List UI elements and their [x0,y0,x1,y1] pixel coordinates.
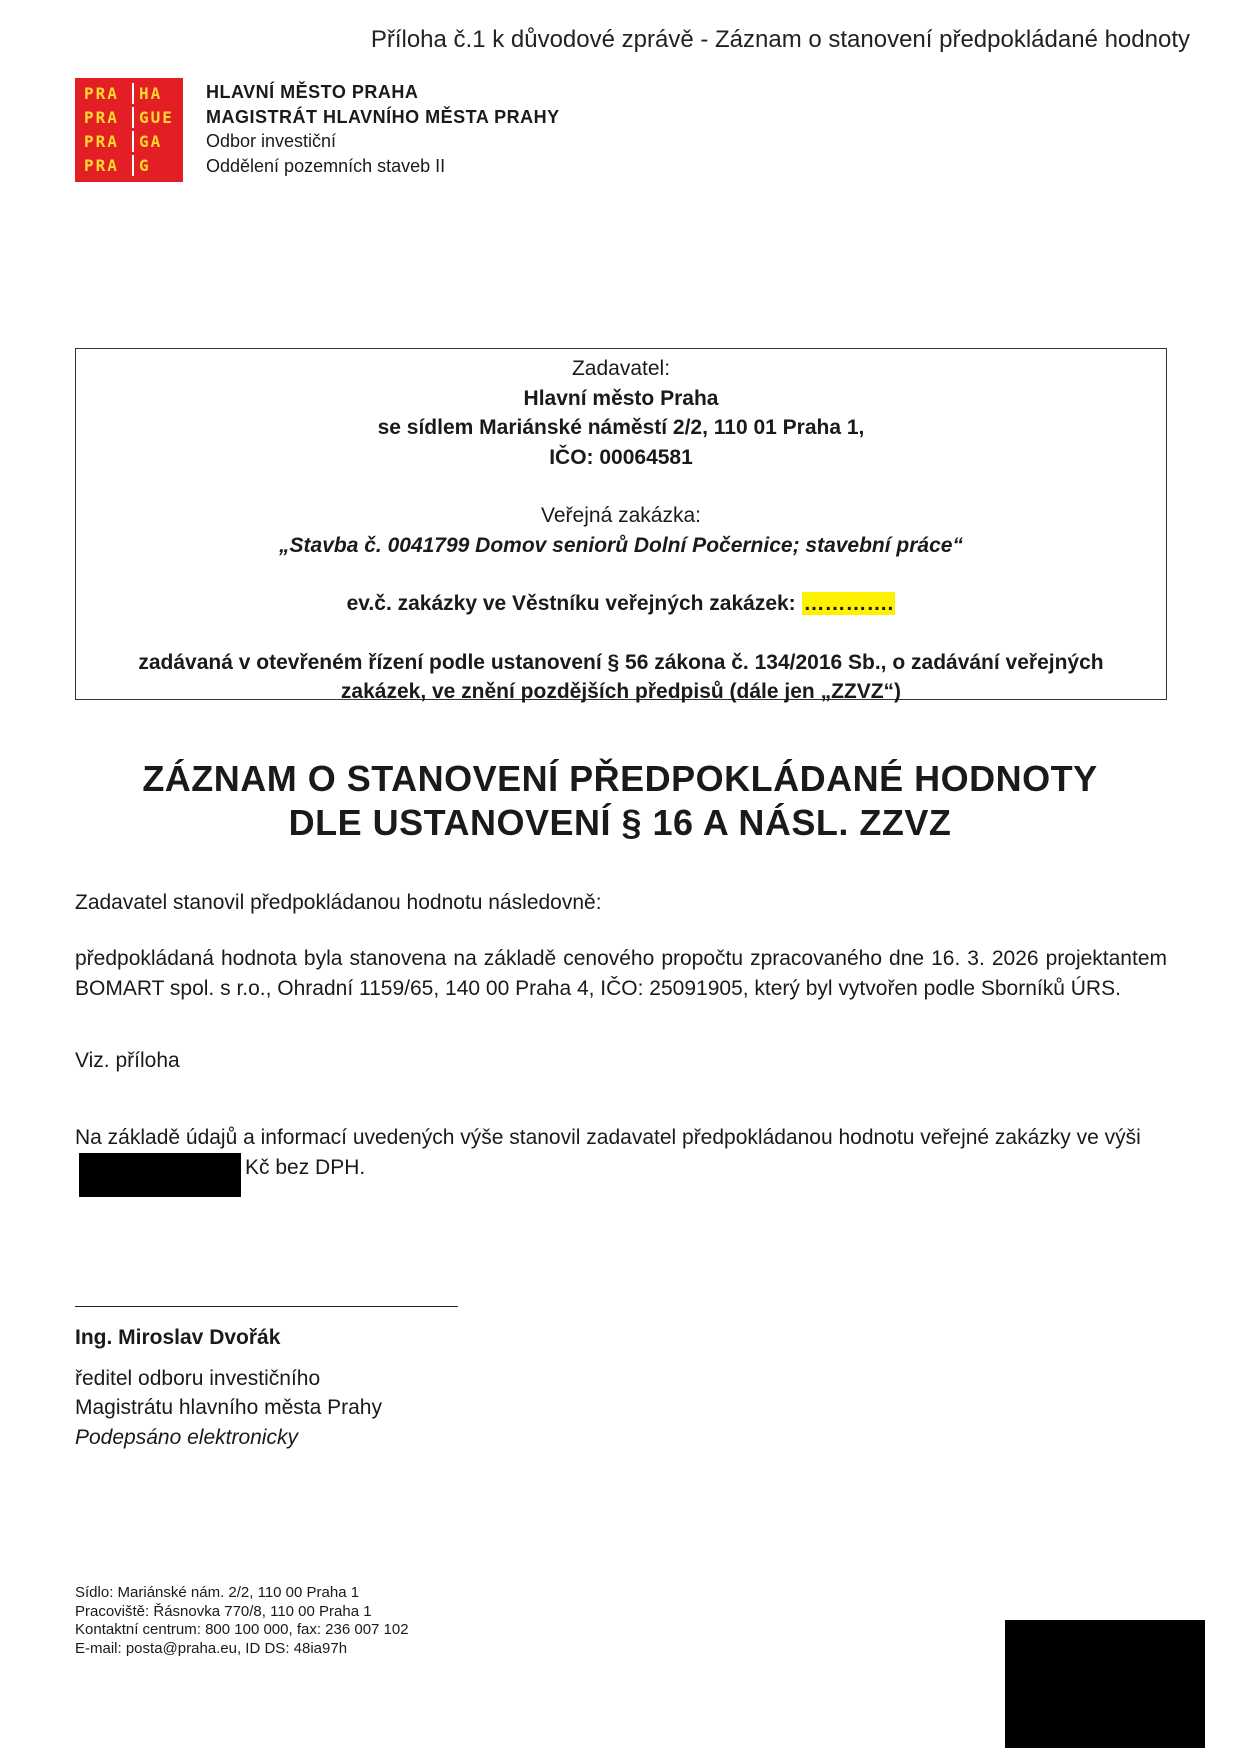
conclusion-paragraph [75,1123,1167,1197]
logo-text: PRA [84,84,119,103]
logo-text: GA [132,131,182,152]
zadavatel-label: Zadavatel: [571,357,671,380]
redacted-stamp [1005,1620,1205,1748]
footer-contact-center: Kontaktní centrum: 800 100 000, fax: 236 007 102 [75,1621,409,1638]
conclusion-start: Na základě údajů a informací uvedených výše stanovil zadavatel předpokládanou hodnotu veřejné zakázky ve výši [75,1126,1141,1149]
org-department: Odbor investiční [206,131,337,151]
logo-text: G [132,155,182,176]
organization-block [206,80,560,178]
procedure-line-1: zadávaná v otevřeném řízení podle ustanovení § 56 zákona č. 134/2016 Sb., o zadávání veřejných [138,650,1104,674]
zadavatel-ico: IČO: 00064581 [549,445,693,469]
footer-seat: Sídlo: Mariánské nám. 2/2, 110 00 Praha 1 [75,1584,360,1601]
registry-value-highlight: …………. [803,592,894,615]
signatory-name: Ing. Miroslav Dvořák [75,1326,281,1349]
contracting-authority-box [75,348,1167,703]
annex-title: Příloha č.1 k důvodové zprávě - Záznam o stanovení předpokládané hodnoty [370,26,1190,53]
procedure-line-2: zakázek, ve znění pozdějších předpisů (dále jen „ZZVZ“) [340,680,902,703]
logo-text: HA [132,83,182,104]
signatory-role-1: ředitel odboru investičního [75,1366,321,1390]
signature-block [75,1323,382,1452]
zadavatel-seat: se sídlem Mariánské náměstí 2/2, 110 01 Praha 1, [377,416,865,439]
footer-workplace: Pracoviště: Řásnovka 770/8, 110 00 Praha 1 [75,1602,372,1620]
zadavatel-name: Hlavní město Praha [523,386,719,410]
conclusion-end: Kč bez DPH. [245,1155,366,1179]
logo-grid [84,83,182,176]
logo-text: GUE [132,107,182,128]
title-line-2: DLE USTANOVENÍ § 16 A NÁSL. ZZVZ [288,802,952,843]
signature-line [75,1306,458,1307]
document-title [0,757,1240,845]
footer-contacts [75,1584,409,1658]
basis-paragraph: předpokládaná hodnota byla stanovena na základě cenového propočtu zpracovaného dne 16. 3. 2026 projektantem BOMART spol. s r.o., Ohradní 1159/65, 140 00 Praha 4, IČO: 25091905, který byl vytvořen podle Sborníků ÚRS. [75,947,1167,1000]
signatory-role-2: Magistrátu hlavního města Prahy [75,1396,382,1419]
signed-electronically: Podepsáno elektronicky [75,1425,298,1449]
org-magistrate: MAGISTRÁT HLAVNÍHO MĚSTA PRAHY [206,106,560,127]
logo-text: PRA [84,156,119,175]
see-annex: Viz. příloha [75,1049,180,1072]
logo-text: PRA [84,132,119,151]
contract-name: „Stavba č. 0041799 Domov seniorů Dolní Počernice; stavební práce“ [279,533,963,557]
registry-line [76,589,1166,619]
org-section: Oddělení pozemních staveb II [206,155,446,176]
registry-label: ev.č. zakázky ve Věstníku veřejných zakázek: [346,592,796,615]
praha-logo [75,78,183,182]
redacted-amount [79,1153,241,1197]
title-line-1: ZÁZNAM O STANOVENÍ PŘEDPOKLÁDANÉ HODNOTY [142,758,1098,799]
org-name: HLAVNÍ MĚSTO PRAHA [206,82,419,102]
footer-email: E-mail: posta@praha.eu, ID DS: 48ia97h [75,1639,348,1657]
contract-label: Veřejná zakázka: [541,504,701,527]
logo-text: PRA [84,108,119,127]
intro-paragraph: Zadavatel stanovil předpokládanou hodnotu následovně: [75,891,602,914]
